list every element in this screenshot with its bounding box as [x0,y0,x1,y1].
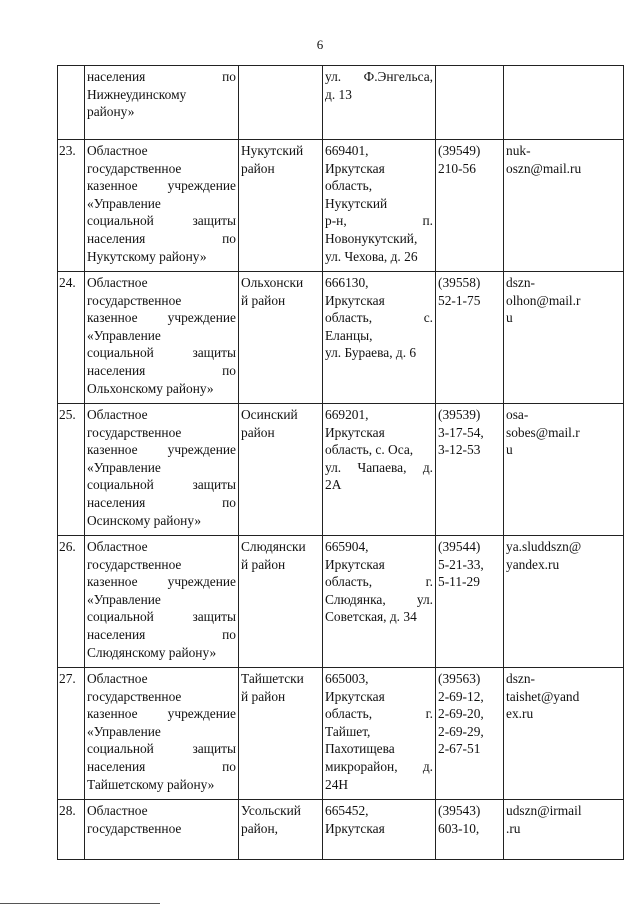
institution-name-word: казенное [87,574,138,590]
institution-name-line [87,160,236,178]
institution-name-word: социальной [87,345,154,361]
phone-line: (39539) [438,407,481,422]
address-word: г. [425,574,433,590]
phone-line: 2-67-51 [438,741,481,757]
phone-line: 5-11-29 [438,574,480,590]
phone [436,536,504,668]
institution-name [85,272,239,404]
institution-name [85,800,239,860]
district [239,272,323,404]
address-line [325,820,433,838]
row-number [58,66,85,140]
address-word: область, [325,574,373,590]
address-word: д. [422,459,433,475]
institution-name-word: населения [87,494,146,510]
institution-name-line [87,142,236,160]
institution-name-line [87,556,236,574]
institution-name-line [87,494,236,512]
table-row [58,536,624,668]
address [323,404,436,536]
address-word: Иркутская [325,820,385,836]
institution-name [85,404,239,536]
institution-name-line [87,406,236,424]
institution-name-word: государственное [87,688,182,704]
address-word: Новонукутский, [325,230,418,246]
address-line [325,160,433,178]
institution-name-word: Областное [87,803,148,818]
address-line [325,230,433,248]
institution-name-line [87,591,236,609]
address-word: 669201, [325,407,369,422]
phone [436,800,504,860]
address-line [325,776,433,794]
institution-name-line [87,441,236,459]
address-line [325,195,433,213]
email-line: yandex.ru [506,556,560,572]
address-word: область, [325,178,373,194]
email-line: dszn- [506,671,536,686]
address-word: Еланцы, [325,327,373,343]
address-line [325,142,433,160]
address-word: ул. [325,69,342,84]
institution-name-line [87,86,236,104]
address [323,800,436,860]
district-line: й район [241,688,286,704]
institution-name-line [87,688,236,706]
institution-name-word: «Управление [87,591,161,607]
address-word: с. [423,310,433,326]
address-line [325,573,433,591]
institution-name-word: Слюдянскому району» [87,644,217,660]
institution-name-word: социальной [87,609,154,625]
address-line [325,758,433,776]
institution-name-word: Областное [87,407,148,422]
address-line [325,670,433,688]
address-word: 24Н [325,776,349,792]
email-line: olhon@mail.r [506,292,581,308]
district-line: Ольхонски [241,275,304,290]
institution-name-line [87,476,236,494]
institution-name-word: защиты [192,477,236,493]
address-word: 665452, [325,803,369,818]
institution-name-word: государственное [87,160,182,176]
institution-name-line [87,802,236,820]
institution-name-word: защиты [192,345,236,361]
district [239,66,323,140]
row-number: 23. [58,140,85,272]
institution-name-word: казенное [87,310,138,326]
address-word: область, с. Оса, [325,442,414,458]
phone [436,140,504,272]
institution-name-word: казенное [87,442,138,458]
institution-name-line [87,327,236,345]
district-line: Осинский [241,407,298,422]
address-word: ул. Бураева, д. 6 [325,345,417,361]
row-number: 25. [58,404,85,536]
institution-name-word: социальной [87,477,154,493]
email-line: sobes@mail.r [506,424,580,440]
institution-name-line [87,103,236,121]
email [504,668,624,800]
institution-name-word: «Управление [87,459,161,475]
institution-name-word: «Управление [87,327,161,343]
address-line [325,441,433,459]
row-number: 26. [58,536,85,668]
institution-name-line [87,212,236,230]
institution-name [85,66,239,140]
address-word: Ф.Энгельса, [363,69,433,84]
institution-name-line [87,820,236,838]
table-row [58,800,624,860]
district-line: район [241,424,275,440]
address-word: Иркутская [325,556,385,572]
institution-name-word: населения [87,758,146,774]
institution-name-word: государственное [87,292,182,308]
institution-name-line [87,573,236,591]
address [323,272,436,404]
district [239,668,323,800]
address-word: микрорайон, [325,758,398,774]
institution-name-line [87,538,236,556]
institution-name-line [87,362,236,380]
phone-line: (39549) [438,143,481,158]
institution-name-word: казенное [87,178,138,194]
row-number: 28. [58,800,85,860]
address-line [325,68,433,86]
phone-line: 2-69-12, [438,688,484,704]
address [323,668,436,800]
address-word: область, [325,706,373,722]
institution-name-word: Нукутскому району» [87,248,207,264]
institution-name-word: по [222,69,236,84]
address-line [325,591,433,609]
address-word: 665003, [325,671,369,686]
district [239,140,323,272]
institution-name-line [87,705,236,723]
phone-line: 603-10, [438,820,480,836]
email [504,536,624,668]
institution-name-word: району» [87,104,135,120]
institution-name [85,536,239,668]
district-line: Слюдянски [241,539,306,554]
institution-name-line [87,424,236,442]
email [504,140,624,272]
page-number: 6 [316,37,324,52]
institution-name-word: социальной [87,741,154,757]
address-word: д. [422,758,433,774]
district [239,404,323,536]
address-word: Иркутская [325,160,385,176]
email-line: dszn- [506,275,536,290]
address-line [325,723,433,741]
address-line [325,538,433,556]
institution-name-line [87,459,236,477]
institution-name-word: казенное [87,706,138,722]
district-line: Усольский [241,803,301,818]
address-word: д. 13 [325,86,352,102]
address-word: г. [425,706,433,722]
address-line [325,424,433,442]
row-number: 24. [58,272,85,404]
address-line [325,274,433,292]
email [504,66,624,140]
institution-name-word: учреждение [167,574,236,590]
address-word: п. [422,213,433,229]
address-word: 665904, [325,539,369,554]
phone-line: 52-1-75 [438,292,481,308]
institution-name-word: населения [87,230,146,246]
address-line [325,86,433,104]
address-word: Пахотищева [325,741,395,757]
institution-name-line [87,723,236,741]
institution-name-word: по [222,626,236,642]
address-line [325,292,433,310]
institution-name-word: учреждение [167,442,236,458]
phone-line: 3-12-53 [438,442,481,458]
address-word: 669401, [325,143,369,158]
address-word: р-н, [325,213,347,229]
institution-name-word: Областное [87,275,148,290]
institution-name-word: защиты [192,609,236,625]
footnote-rule [0,903,160,904]
institution-name-line [87,380,236,398]
district [239,800,323,860]
address-word: Нукутский [325,195,388,211]
phone-line: 210-56 [438,160,476,176]
institution-name-word: учреждение [167,178,236,194]
phone-line: 5-21-33, [438,556,484,572]
institution-name-word: Областное [87,671,148,686]
address [323,66,436,140]
institution-name-line [87,344,236,362]
district-line: район [241,160,275,176]
email-line: nuk- [506,143,531,158]
district-line: Нукутский [241,143,304,158]
institution-name-word: защиты [192,741,236,757]
institution-name-line [87,195,236,213]
institution-name-line [87,644,236,662]
institution-name-word: государственное [87,424,182,440]
institution-name-line [87,248,236,266]
institution-name-word: населения [87,69,146,84]
phone [436,668,504,800]
institution-name-word: Тайшетскому району» [87,776,215,792]
institution-name-word: «Управление [87,723,161,739]
address-word: ул. [325,459,342,475]
address-word: ул. [416,591,433,607]
institution-name-word: социальной [87,213,154,229]
address-line [325,608,433,626]
address-line [325,688,433,706]
address-word: Иркутская [325,688,385,704]
phone-line: (39558) [438,275,481,290]
institution-name-word: Областное [87,143,148,158]
institution-name-word: населения [87,626,146,642]
institution-name-word: защиты [192,213,236,229]
institution-name [85,140,239,272]
institution-name-line [87,68,236,86]
address-word: Иркутская [325,424,385,440]
address [323,536,436,668]
institution-name [85,668,239,800]
district-line: Тайшетски [241,671,304,686]
institution-name-word: по [222,758,236,774]
institution-name-word: по [222,494,236,510]
phone [436,272,504,404]
address-line [325,327,433,345]
phone-line: 2-69-29, [438,723,484,739]
institution-name-word: Ольхонскому району» [87,380,214,396]
institution-name-line [87,608,236,626]
district-line: район, [241,820,279,836]
address-line [325,459,433,477]
phone-line: (39563) [438,671,481,686]
address [323,140,436,272]
institution-name-word: учреждение [167,706,236,722]
phone-line: 2-69-20, [438,706,484,722]
address-line [325,740,433,758]
address-line [325,248,433,266]
address-line [325,802,433,820]
email-line: oszn@mail.ru [506,160,582,176]
address-line [325,309,433,327]
address-line [325,344,433,362]
institution-name-line [87,274,236,292]
institution-name-line [87,776,236,794]
phone-line: (39543) [438,803,481,818]
email-line: .ru [506,820,521,836]
address-word: 666130, [325,275,369,290]
district [239,536,323,668]
institution-name-word: Областное [87,539,148,554]
email-line: ex.ru [506,706,534,722]
email-line: u [506,310,513,326]
institution-name-line [87,177,236,195]
email [504,404,624,536]
phone-line: 3-17-54, [438,424,484,440]
address-line [325,476,433,494]
row-number: 27. [58,668,85,800]
address-word: Слюдянка, [325,591,386,607]
address-line [325,556,433,574]
institution-name-word: «Управление [87,195,161,211]
institution-name-word: по [222,362,236,378]
district-line: й район [241,556,286,572]
institution-name-word: государственное [87,820,182,836]
address-line [325,212,433,230]
address-word: Иркутская [325,292,385,308]
address-line [325,705,433,723]
institutions-table [57,65,624,860]
address-word: Советская, д. 34 [325,609,417,625]
district-line: й район [241,292,286,308]
phone [436,404,504,536]
address-word: Чапаева, [357,459,407,475]
table-row [58,66,624,140]
address-line [325,406,433,424]
institution-name-line [87,292,236,310]
institution-name-line [87,670,236,688]
institution-name-line [87,309,236,327]
table-row [58,272,624,404]
institution-name-line [87,758,236,776]
email [504,272,624,404]
email-line: ya.sluddszn@ [506,539,582,554]
institution-name-line [87,626,236,644]
table-row [58,140,624,272]
address-word: область, [325,310,373,326]
institution-name-line [87,230,236,248]
phone [436,66,504,140]
address-word: ул. Чехова, д. 26 [325,248,418,264]
institution-name-word: по [222,230,236,246]
email [504,800,624,860]
institution-name-word: Осинскому району» [87,512,202,528]
institution-name-line [87,512,236,530]
address-line [325,177,433,195]
table-row [58,668,624,800]
institution-name-word: государственное [87,556,182,572]
institution-name-word: населения [87,362,146,378]
institution-name-word: учреждение [167,310,236,326]
phone-line: (39544) [438,539,481,554]
email-line: taishet@yand [506,688,580,704]
email-line: osa- [506,407,529,422]
address-word: Тайшет, [325,723,371,739]
table-row [58,404,624,536]
institution-name-word: Нижнеудинскому [87,86,187,102]
institution-name-line [87,740,236,758]
address-word: 2А [325,477,342,493]
email-line: udszn@irmail [506,803,582,818]
email-line: u [506,442,513,458]
